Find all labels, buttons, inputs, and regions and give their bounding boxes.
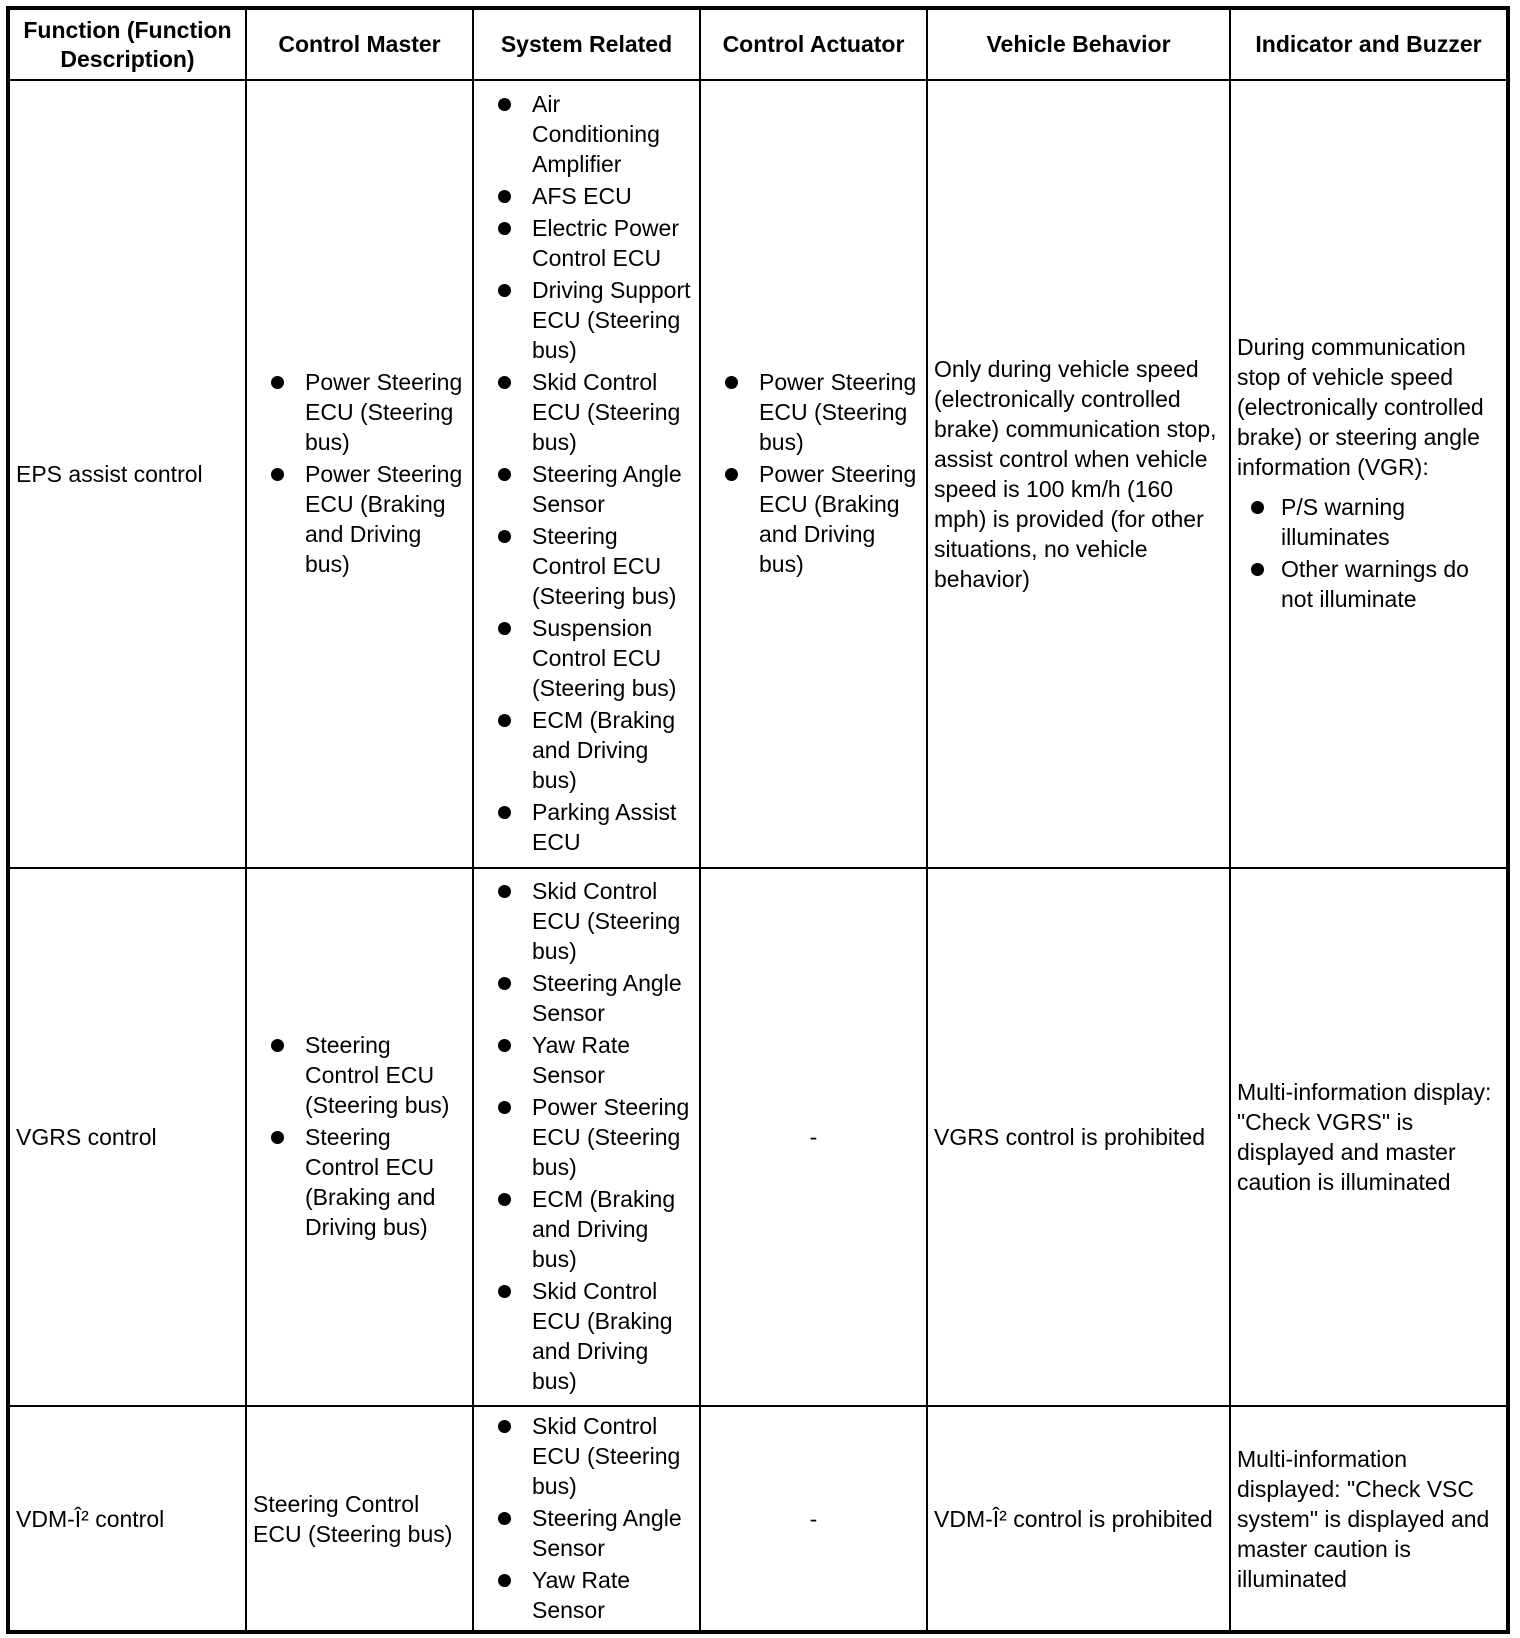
bullet-icon (498, 190, 511, 203)
system-related-list (480, 1411, 693, 1625)
bullet-icon (498, 806, 511, 819)
bullet-icon (271, 1131, 284, 1144)
list-item: ECM (Braking and Driving bus) (532, 1184, 693, 1274)
list-item: Suspension Control ECU (Steering bus) (532, 613, 693, 703)
bullet-icon (498, 1101, 511, 1114)
bullet-icon (498, 977, 511, 990)
bullet-icon (271, 1039, 284, 1052)
bullet-icon (498, 1193, 511, 1206)
bullet-icon (498, 622, 511, 635)
control-actuator-cell: - (700, 868, 927, 1406)
list-item: Skid Control ECU (Steering bus) (532, 367, 693, 457)
header-system-related: System Related (473, 8, 700, 80)
function-table (6, 6, 1510, 1634)
list-item: Steering Angle Sensor (532, 1503, 693, 1563)
vehicle-behavior-cell: VDM-Î² control is prohibited (927, 1406, 1230, 1632)
bullet-icon (498, 1285, 511, 1298)
list-item: Skid Control ECU (Steering bus) (532, 1411, 693, 1501)
list-item: Power Steering ECU (Steering bus) (759, 367, 920, 457)
list-item: P/S warning illuminates (1281, 492, 1500, 552)
header-control-actuator: Control Actuator (700, 8, 927, 80)
vehicle-behavior-cell: VGRS control is prohibited (927, 868, 1230, 1406)
bullet-icon (498, 530, 511, 543)
indicator-buzzer-cell (1230, 80, 1508, 868)
list-item: Power Steering ECU (Steering bus) (532, 1092, 693, 1182)
function-cell: EPS assist control (8, 80, 246, 868)
system-related-cell (473, 1406, 700, 1632)
control-actuator-cell: - (700, 1406, 927, 1632)
list-item: Steering Angle Sensor (532, 968, 693, 1028)
indicator-buzzer-cell: Multi-information displayed: "Check VSC system" is displayed and master caution is illuminated (1230, 1406, 1508, 1632)
function-cell: VGRS control (8, 868, 246, 1406)
list-item: Steering Control ECU (Steering bus) (532, 521, 693, 611)
list-item: Steering Control ECU (Steering bus) (305, 1030, 466, 1120)
bullet-icon (271, 376, 284, 389)
list-item: Power Steering ECU (Steering bus) (305, 367, 466, 457)
bullet-icon (725, 468, 738, 481)
list-item: Air Conditioning Amplifier (532, 89, 693, 179)
list-item: ECM (Braking and Driving bus) (532, 705, 693, 795)
control-master-list (253, 367, 466, 579)
list-item: Steering Control ECU (Braking and Driving bus) (305, 1122, 466, 1242)
bullet-icon (271, 468, 284, 481)
header-control-master: Control Master (246, 8, 473, 80)
bullet-icon (498, 468, 511, 481)
table-row (8, 1406, 1508, 1632)
list-item: Driving Support ECU (Steering bus) (532, 275, 693, 365)
header-vehicle-behavior: Vehicle Behavior (927, 8, 1230, 80)
control-master-list (253, 1030, 466, 1242)
list-item: Skid Control ECU (Steering bus) (532, 876, 693, 966)
control-master-cell (246, 80, 473, 868)
indicator-list (1237, 492, 1500, 614)
indicator-buzzer-cell: Multi-information display: "Check VGRS" is displayed and master caution is illuminated (1230, 868, 1508, 1406)
system-related-cell (473, 80, 700, 868)
bullet-icon (498, 284, 511, 297)
header-function: Function (Function Description) (8, 8, 246, 80)
indicator-intro: During communication stop of vehicle speed (electronically controlled brake) or steering angle information (VGR): (1237, 334, 1484, 480)
bullet-icon (498, 222, 511, 235)
header-row (8, 8, 1508, 80)
list-item: Yaw Rate Sensor (532, 1565, 693, 1625)
system-related-cell (473, 868, 700, 1406)
list-item: Parking Assist ECU (532, 797, 693, 857)
header-indicator-buzzer: Indicator and Buzzer (1230, 8, 1508, 80)
bullet-icon (498, 1512, 511, 1525)
control-master-cell (246, 868, 473, 1406)
system-related-list (480, 876, 693, 1396)
system-related-list (480, 89, 693, 857)
table-row (8, 868, 1508, 1406)
bullet-icon (498, 1420, 511, 1433)
bullet-icon (1251, 563, 1264, 576)
bullet-icon (498, 98, 511, 111)
function-cell: VDM-Î² control (8, 1406, 246, 1632)
control-actuator-cell (700, 80, 927, 868)
bullet-icon (498, 1039, 511, 1052)
list-item: Power Steering ECU (Braking and Driving bus) (759, 459, 920, 579)
bullet-icon (498, 885, 511, 898)
control-master-cell: Steering Control ECU (Steering bus) (246, 1406, 473, 1632)
list-item: AFS ECU (532, 181, 693, 211)
vehicle-behavior-cell: Only during vehicle speed (electronically controlled brake) communication stop, assist control when vehicle speed is 100 km/h (160 mph) is provided (for other situations, no vehicle behavior) (927, 80, 1230, 868)
list-item: Other warnings do not illuminate (1281, 554, 1500, 614)
bullet-icon (498, 376, 511, 389)
bullet-icon (725, 376, 738, 389)
bullet-icon (498, 1574, 511, 1587)
bullet-icon (498, 714, 511, 727)
list-item: Skid Control ECU (Braking and Driving bus) (532, 1276, 693, 1396)
list-item: Yaw Rate Sensor (532, 1030, 693, 1090)
table-row (8, 80, 1508, 868)
bullet-icon (1251, 501, 1264, 514)
list-item: Electric Power Control ECU (532, 213, 693, 273)
list-item: Power Steering ECU (Braking and Driving bus) (305, 459, 466, 579)
control-actuator-list (707, 367, 920, 579)
list-item: Steering Angle Sensor (532, 459, 693, 519)
